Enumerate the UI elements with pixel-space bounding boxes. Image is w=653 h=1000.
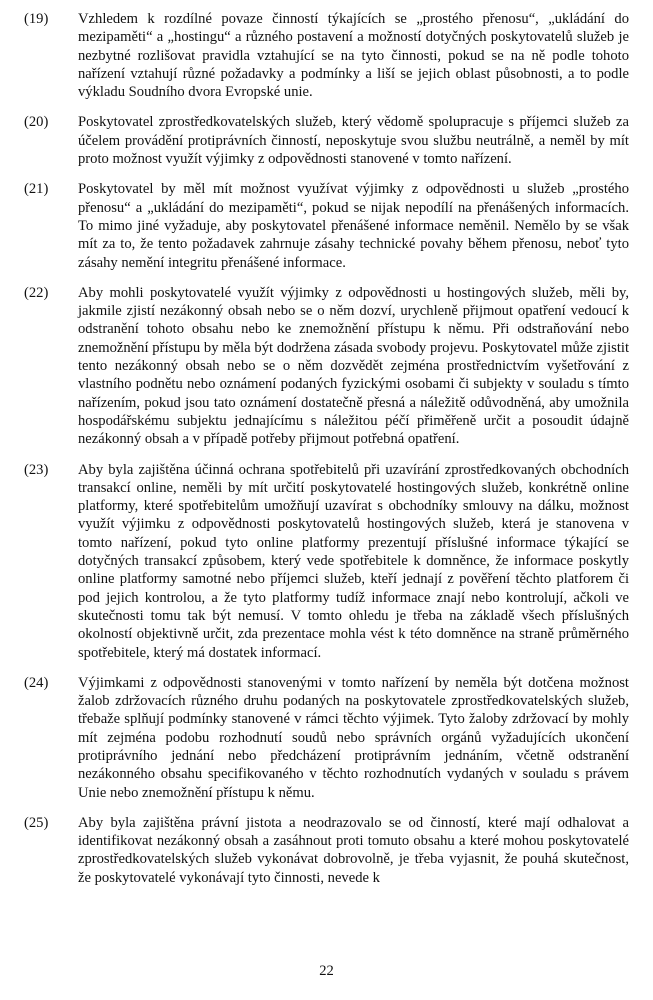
recital-number: (21) [24, 181, 49, 198]
recital-number: (23) [24, 461, 49, 478]
recital-19 [24, 10, 629, 101]
recital-text: Vzhledem k rozdílné povaze činností týkajících se „prostého přenosu“, „ukládání do mezipaměti“ a „hostingu“ a různého postavení a možností dotyčných poskytovatelů služeb je nezbytné rozlišovat pravidla vztahující se na tyto činnosti, pokud se na ně podle tohoto nařízení vztahují různé požadavky a podmínky a liší se jejich oblast působnosti, a to podle výkladu Soudního dvora Evropské unie. [78, 11, 629, 101]
page-number: 22 [319, 963, 334, 979]
recital-number: (22) [24, 284, 49, 301]
recital-23 [24, 461, 629, 662]
recital-text: Aby byla zajištěna účinná ochrana spotřebitelů při uzavírání zprostředkovaných obchodních transakcí online, neměli by mít určití poskytovatelé hostingových služeb, konkrétně online platformy, které spotřebitelům umožňují uzavírat s obchodníky smlouvy na dálku, možnost využít výjimku z odpovědnosti poskytovatelů hostingových služeb, která je stanovena v tomto nařízení, pokud tyto online platformy prezentují příslušné informace týkající se dotyčných transakcí způsobem, který vede spotřebitele k domněnce, že informace poskytly online platformy samotné nebo příjemci služeb, kteří jednají z pověření těchto platforem či pod jejich kontrolou, a že tyto platformy tudíž informace znají nebo kontrolují, ačkoli ve skutečnosti tomu tak být nemusí. V tomto ohledu je třeba na základě všech příslušných okolností objektivně určit, zda prezentace mohla vést k této domněnce na straně průměrného spotřebitele, který má dostatek informací. [78, 461, 629, 661]
recital-number: (25) [24, 814, 49, 831]
recital-text: Poskytovatel zprostředkovatelských služeb, který vědomě spolupracuje s příjemci služeb za účelem provádění protiprávních činností, neposkytuje svou službu neutrálně, a neměl by mít proto možnost využít výjimky z odpovědnosti stanovené v tomto nařízení. [78, 114, 629, 168]
recital-number: (19) [24, 11, 49, 27]
recital-text: Poskytovatel by měl mít možnost využívat výjimky z odpovědnosti u služeb „prostého přenosu“ a „ukládání do mezipaměti“, pokud se nijak nepodílí na přenášených informacích. To mimo jiné vyžaduje, aby poskytovatel přenášené informace neměnil. Nemělo by se však mít za to, že tento požadavek zahrnuje zásahy technické povahy během přenosu, neboť tyto zásahy nemění integritu přenášené informace. [78, 181, 629, 271]
recital-number: (20) [24, 114, 49, 131]
recital-text: Aby mohli poskytovatelé využít výjimky z odpovědnosti u hostingových služeb, měli by, jakmile zjistí nezákonný obsah nebo se o něm dozví, urychleně přijmout opatření vedoucí k odstranění tohoto obsahu nebo ke znemožnění přístupu k němu. Při odstraňování nebo znemožnění přístupu by měla být dodržena zásada svobody projevu. Poskytovatel může zjistit tento nezákonný obsah nebo se o něm dozvědět zejména prostřednictvím vyšetřování z vlastního podnětu nebo oznámení podaných fyzickými osobami či subjekty v souladu s tímto nařízením, pokud jsou tato oznámení dostatečně přesná a náležitě odůvodněná, aby umožnila hospodářskému subjektu jednajícímu s náležitou péčí přiměřeně určit a posoudit údajně nezákonný obsah a v případě potřeby přijmout potřebná opatření. [78, 284, 629, 448]
recital-22 [24, 284, 629, 449]
recital-21 [24, 180, 629, 271]
recital-text: Výjimkami z odpovědnosti stanovenými v tomto nařízení by neměla být dotčena možnost žalob zdržovacích různého druhu podaných na poskytovatele zprostředkovatelských služeb, třebaže splňují podmínky stanovené v rámci těchto výjimek. Tyto žaloby zdržovací by mohly mít zejména podobu rozhodnutí soudů nebo správních orgánů vyžadujících ukončení protiprávního jednání nebo předcházení protiprávním jednáním, včetně odstranění nezákonného obsahu specifikovaného v těchto rozhodnutích vydaných v souladu s právem Unie nebo znemožnění přístupu k němu. [78, 674, 629, 801]
recital-24 [24, 674, 629, 802]
recital-text: Aby byla zajištěna právní jistota a neodrazovalo se od činností, které mají odhalovat a identifikovat nezákonný obsah a zasáhnout proti tomuto obsahu a které mohou poskytovatelé zprostředkovatelských služeb vykonávat dobrovolně, je třeba vyjasnit, že pouhá skutečnost, že poskytovatelé vykonávají tyto činnosti, nevede k [78, 814, 629, 886]
recital-25 [24, 814, 629, 887]
recital-number: (24) [24, 674, 49, 691]
recital-20 [24, 113, 629, 168]
